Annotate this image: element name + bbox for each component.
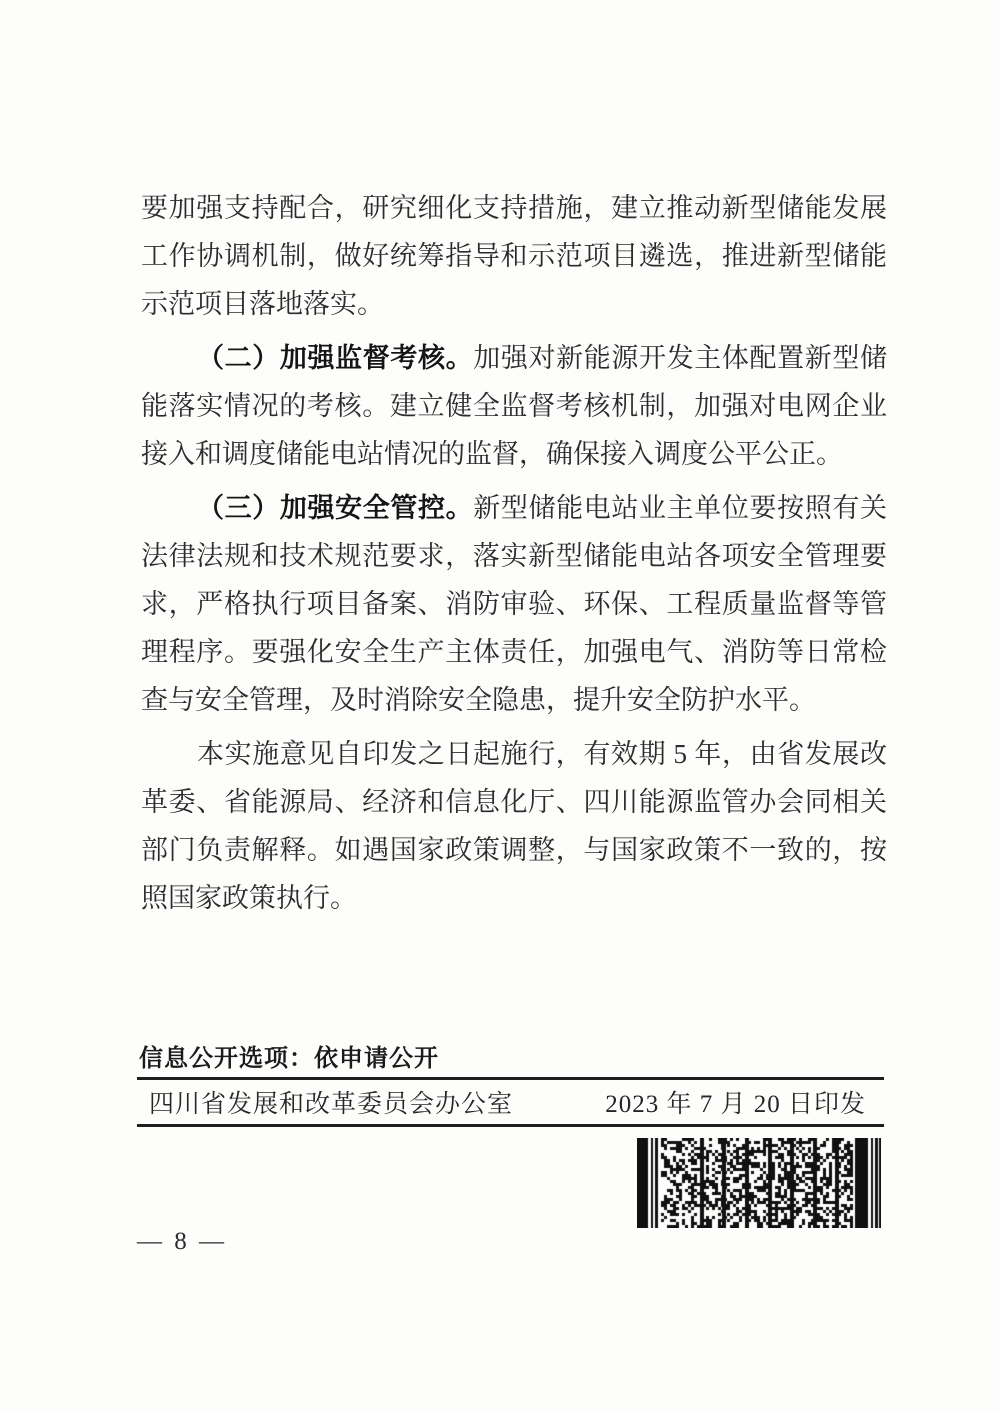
body-paragraph [141,730,887,922]
paragraph-lead: （三）加强安全管控。 [197,493,474,523]
page-number: — 8 — [137,1228,227,1255]
paragraph-text: 本实施意见自印发之日起施行，有效期 5 年，由省发展改革委、省能源局、经济和信息化厅、四川能源监管办会同相关部门负责解释。如遇国家政策调整，与国家政策不一致的，按照国家政策执行。 [141,739,887,913]
disclosure-label: 信息公开选项： [139,1045,314,1072]
print-date: 2023 年 7 月 20 日印发 [605,1091,866,1118]
divider-line-bottom [137,1124,884,1127]
body-paragraph [141,484,887,724]
paragraph-lead: （二）加强监督考核。 [197,343,474,373]
paragraph-text: 加强对新能源开发主体配置新型储能落实情况的考核。建立健全监督考核机制，加强对电网企业接入和调度储能电站情况的监督，确保接入调度公平公正。 [141,343,887,469]
divider-line-top [137,1077,884,1080]
disclosure-line [139,1038,439,1073]
paragraph-text: 新型储能电站业主单位要按照有关法律法规和技术规范要求，落实新型储能电站各项安全管理要求，严格执行项目备案、消防审验、环保、工程质量监督等管理程序。要强化安全生产主体责任，加强电气、消防等日常检查与安全管理，及时消除安全隐患，提升安全防护水平。 [141,493,887,715]
body-paragraph [141,334,887,478]
body-paragraph [141,184,887,328]
paragraph-text: 要加强支持配合，研究细化支持措施，建立推动新型储能发展工作协调机制，做好统筹指导和示范项目遴选，推进新型储能示范项目落地落实。 [141,193,887,319]
issue-row [137,1087,884,1123]
document-body [141,184,887,928]
disclosure-value: 依申请公开 [314,1045,439,1072]
issuing-office: 四川省发展和改革委员会办公室 [149,1091,514,1118]
barcode-image [637,1138,881,1228]
